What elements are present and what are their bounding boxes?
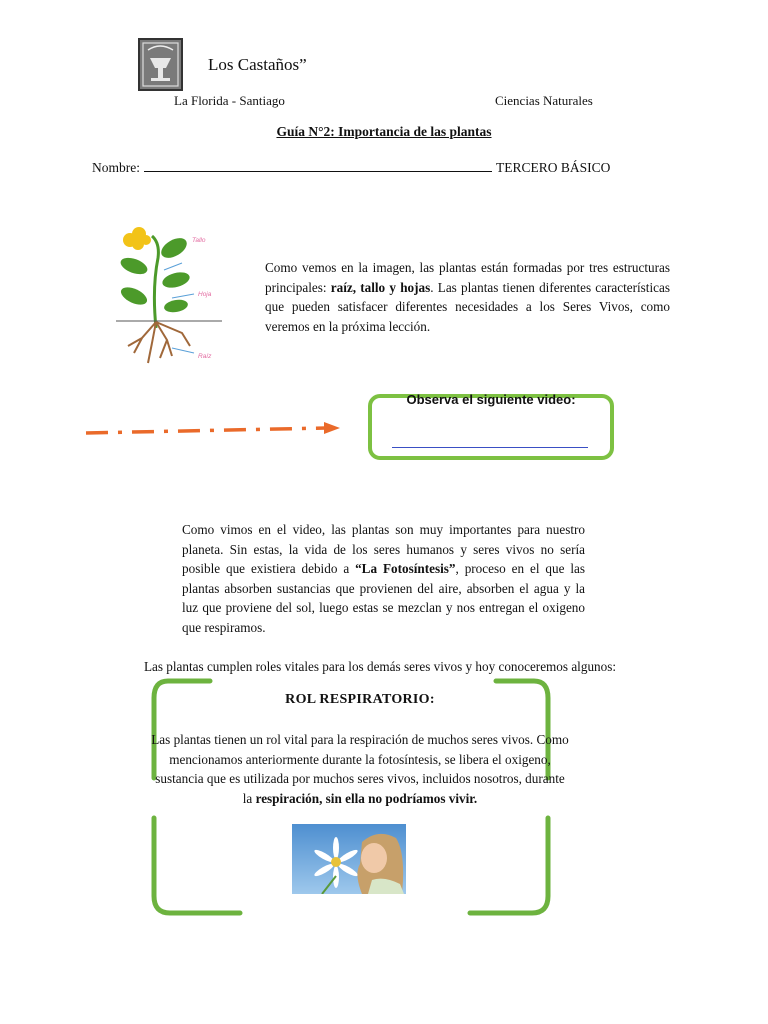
plant-structure-paragraph: Como vemos en la imagen, las plantas están formadas por tres estructuras principales: raíz, tallo y hojas. Las plantas tienen diferentes características que pueden satisfacer diferentes necesidades a los Seres Vivos, como veremos en la próxima lección. bbox=[265, 260, 670, 334]
plant-diagram bbox=[112, 218, 222, 368]
photosynthesis-paragraph: Como vimos en el video, las plantas son muy importantes para nuestro planeta. Sin estas, la vida de los seres humanos y seres vivos no sería posible que existiera debido a “La Fotosíntesis”, proceso en el que las plantas absorben sustancias que provienen del aire, absorben el agua y la luz que proviene del sol, luego estas se mezclan y nos entregan el oxigeno que respiramos. bbox=[182, 522, 585, 635]
grade-label: TERCERO BÁSICO bbox=[496, 160, 611, 175]
girl-flower-photo bbox=[292, 824, 406, 894]
school-name: Los Castaños” bbox=[208, 55, 307, 74]
subject-label: Ciencias Naturales bbox=[495, 93, 593, 108]
leaf-label: Hoja bbox=[198, 291, 212, 298]
name-label: Nombre: bbox=[92, 160, 140, 175]
respiratory-role-paragraph: Las plantas tienen un rol vital para la respiración de muchos seres vivos. Como mencionamos anteriormente durante la fotosíntesis, se libera el oxigeno, sustancia que es utilizada por muchos seres vivos, incluidos nosotros, durante la respiración, sin ella no podríamos vivir. bbox=[151, 732, 569, 806]
dash-dot-arrow bbox=[80, 414, 350, 444]
name-blank-line[interactable] bbox=[144, 157, 492, 172]
guide-title: Guía N°2: Importancia de las plantas bbox=[276, 124, 492, 139]
city-label: La Florida - Santiago bbox=[174, 93, 285, 108]
video-link-line[interactable] bbox=[392, 447, 588, 448]
school-logo bbox=[138, 38, 183, 91]
name-row bbox=[92, 157, 610, 176]
respiratory-role-title: ROL RESPIRATORIO: bbox=[285, 692, 435, 707]
stem-label: Tallo bbox=[192, 237, 206, 244]
root-label: Raíz bbox=[198, 353, 212, 360]
video-label: Observa el siguiente video: bbox=[406, 392, 576, 407]
roles-intro: Las plantas cumplen roles vitales para los demás seres vivos y hoy conoceremos algunos: bbox=[143, 659, 617, 674]
